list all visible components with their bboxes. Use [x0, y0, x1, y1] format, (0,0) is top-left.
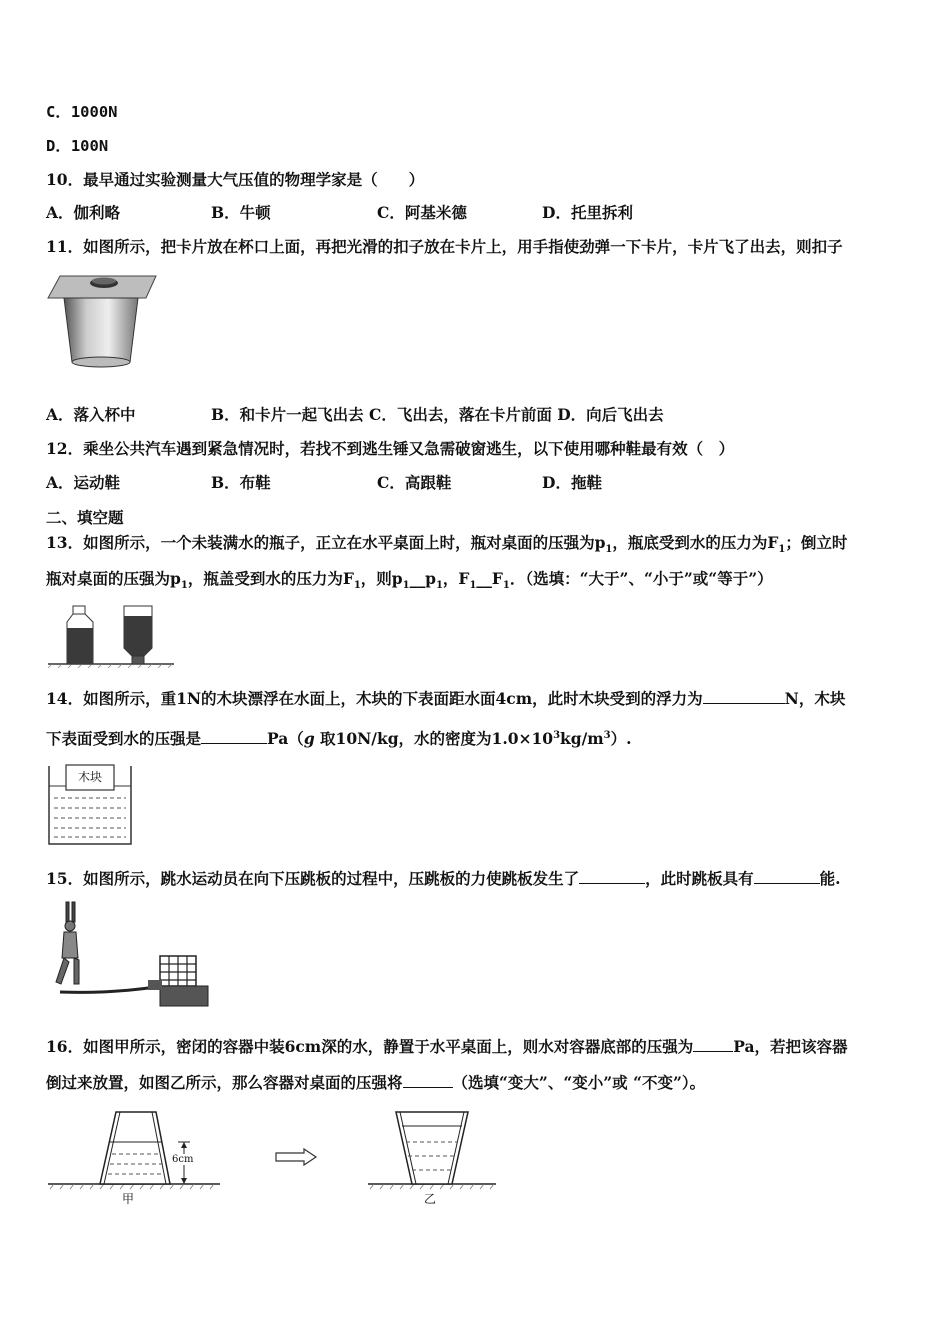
- q12-option-d: D．拖鞋: [542, 473, 602, 492]
- figure-a-label: 甲: [122, 1192, 135, 1206]
- q16-blank-1[interactable]: [693, 1037, 733, 1052]
- arrow-right-icon: [274, 1148, 318, 1166]
- q11-options-bcd: B．和卡片一起飞出去 C．飞出去，落在卡片前面 D．向后飞出去: [211, 405, 664, 424]
- q10-option-c: C．阿基米德: [377, 203, 467, 222]
- q13-line2: 瓶对桌面的压强为$p_1$，瓶盖受到水的压力为$F_1$，则$p_1\_\_p_1$，$F_1\_\_F_1$．（选填：“大于”、“小于”或“等于”）: [46, 569, 773, 592]
- floating-block-figure: [46, 760, 134, 846]
- q9-option-c: C．1000N: [46, 103, 118, 121]
- q9-option-d: D．100N: [46, 137, 109, 155]
- container-figure-a: [46, 1106, 222, 1210]
- q16-line1: 16．如图甲所示，密闭的容器中装6cm深的水，静置于水平桌面上，则水对容器底部的压强为 Pa，若把该容器: [46, 1037, 848, 1056]
- cup-card-button-figure: [46, 270, 158, 370]
- q16-line2: 倒过来放置，如图乙所示，那么容器对桌面的压强将 （选填“变大”、“变小”或 “不变”）。: [46, 1073, 706, 1092]
- q15-blank-2[interactable]: [754, 869, 820, 884]
- block-label: 木块: [77, 770, 102, 784]
- container-figure-b: [366, 1106, 498, 1210]
- q14-blank-1[interactable]: [703, 689, 785, 704]
- q13-line1: 13．如图所示，一个未装满水的瓶子，正立在水平桌面上时，瓶对桌面的压强为$p_1$，瓶底受到水的压力为$F_1$；倒立时: [46, 533, 848, 556]
- bottles-figure: [46, 604, 176, 668]
- q15-line: 15．如图所示，跳水运动员在向下压跳板的过程中，压跳板的力使跳板发生了 ，此时跳板具有 能.: [46, 869, 841, 888]
- q11-stem: 11．如图所示，把卡片放在杯口上面，再把光滑的扣子放在卡片上，用手指使劲弹一下卡片，卡片飞了出去，则扣子: [46, 237, 843, 256]
- q10-option-a: A．伽利略: [46, 203, 121, 222]
- q10-option-b: B．牛顿: [211, 203, 271, 222]
- q12-option-c: C．高跟鞋: [377, 473, 452, 492]
- q12-stem: 12．乘坐公共汽车遇到紧急情况时，若找不到逃生锤又急需破窗逃生，以下使用哪种鞋最有效（ ）: [46, 439, 735, 458]
- q12-option-a: A．运动鞋: [46, 473, 121, 492]
- depth-label: 6cm: [172, 1154, 194, 1165]
- q10-option-d: D．托里拆利: [542, 203, 633, 222]
- diving-board-figure: [52, 900, 216, 1008]
- q11-option-a: A．落入杯中: [46, 405, 136, 424]
- q14-blank-2[interactable]: [201, 729, 267, 744]
- q14-line2: 下表面受到水的压强是 Pa（g 取10N/kg，水的密度为$1.0\times 10^3kg/m^3$）.: [46, 729, 632, 749]
- q16-blank-2[interactable]: [403, 1073, 453, 1088]
- q10-stem: 10．最早通过实验测量大气压值的物理学家是（ ）: [46, 170, 425, 189]
- q14-line1: 14．如图所示，重1N的木块漂浮在水面上，木块的下表面距水面4cm，此时木块受到的浮力为 N，木块: [46, 689, 846, 708]
- q12-option-b: B．布鞋: [211, 473, 271, 492]
- figure-b-label: 乙: [424, 1192, 437, 1206]
- q15-blank-1[interactable]: [579, 869, 645, 884]
- section-title: 二、填空题: [46, 508, 124, 527]
